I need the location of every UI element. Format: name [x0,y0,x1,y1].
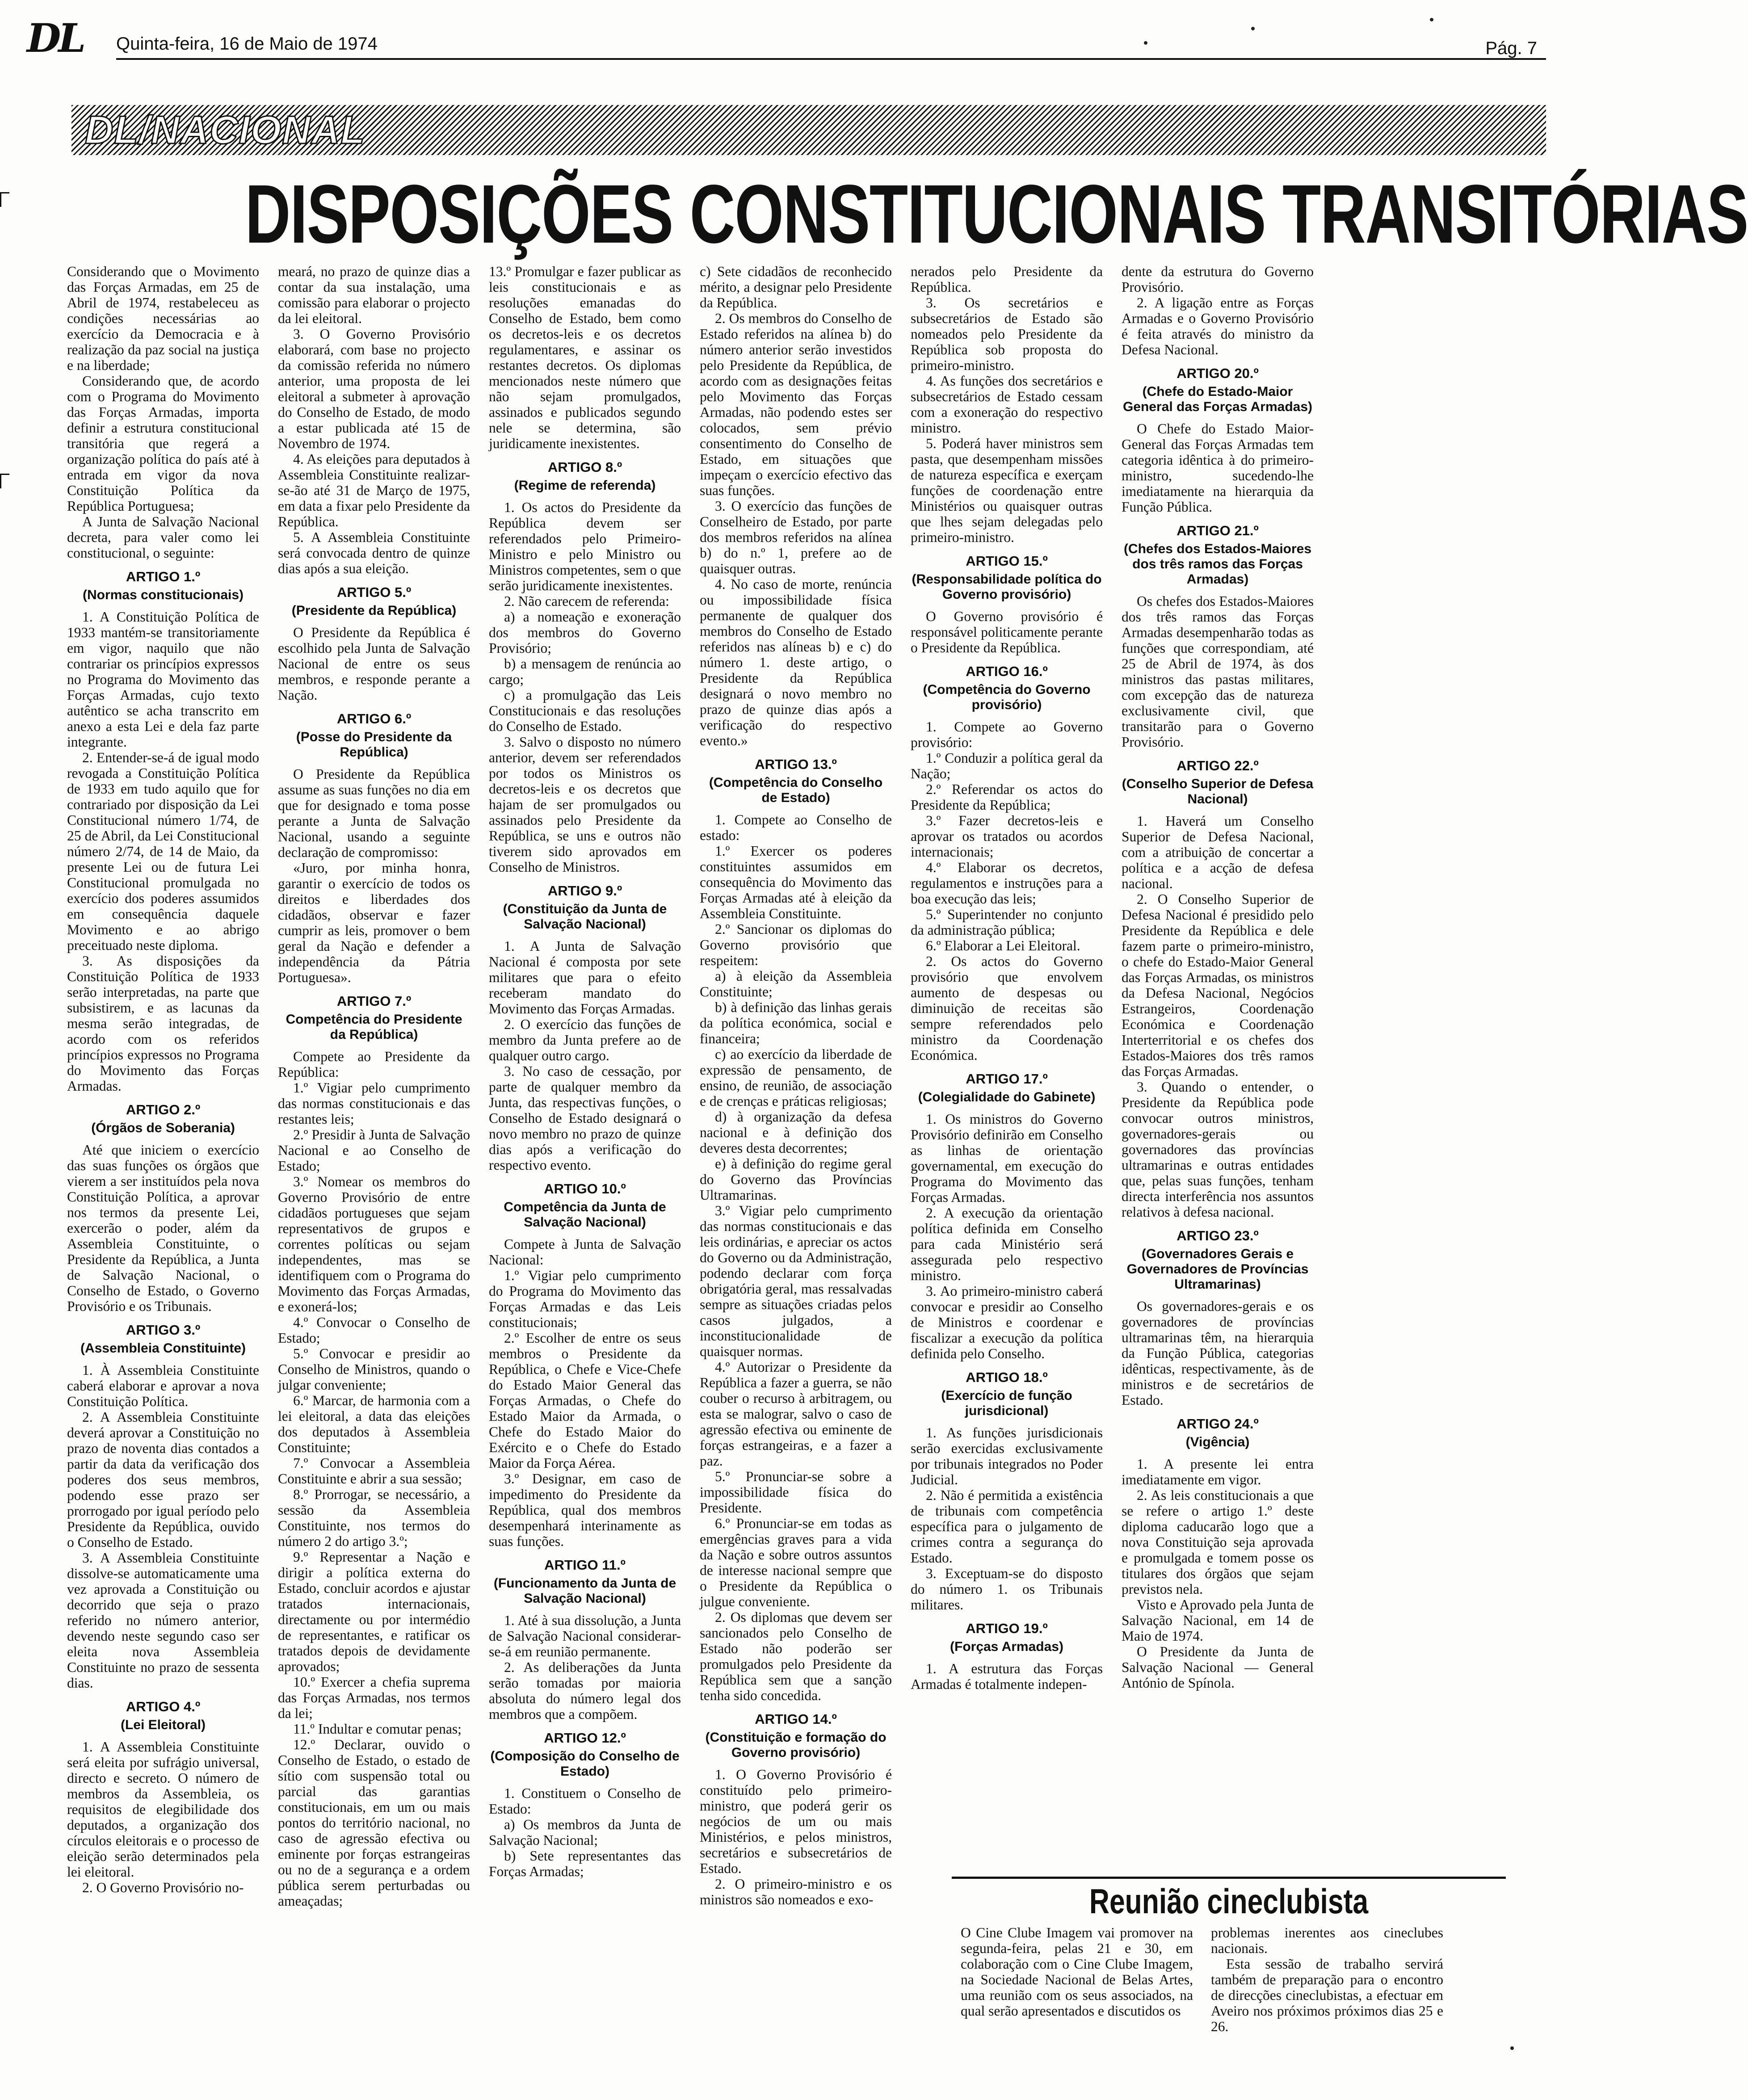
article-subheading: (Regime de referenda) [514,478,656,493]
paragraph: Os governadores-gerais e os governadores de províncias ultramarinas têm, na hierarquia da Função Pública, categorias idênticas, respectivamente, às de ministros e de secretários de Estado. [1122,1298,1314,1408]
brief-headline: Reunião cineclubista [1089,1882,1369,1921]
article-heading: ARTIGO 17.º [966,1071,1048,1087]
paragraph: 2. Os actos do Governo provisório que envolvem aumento de despesas ou diminuição de receitas são sempre referendados pelo ministro da Coordenação Económica. [911,953,1103,1063]
newspaper-logo: DL [27,15,84,61]
paragraph: 2. As deliberações da Junta serão tomadas por maioria absoluta do número legal dos membros que a compõem. [489,1659,681,1722]
paragraph: 3. A Assembleia Constituinte dissolve-se automaticamente uma vez aprovada a Constituição ou decorrido que seja o prazo referido no número anterior, devendo neste segundo caso ser eleita nova Assembleia Constituinte no prazo de sessenta dias. [67,1550,259,1691]
paragraph: 1. Até à sua dissolução, a Junta de Salvação Nacional considerar-se-á em reunião permanente. [489,1613,681,1659]
paragraph: 3.º Vigiar pelo cumprimento das normas constitucionais e das leis ordinárias, e apreciar os actos do Governo ou da Administração, podendo declarar com força obrigatória geral, mas ressalvadas sempre as situações criadas pelos casos julgados, a inconstitucionalidade de quaisquer normas. [700,1203,892,1359]
article-subheading: (Chefes dos Estados-Maiores dos três ramos das Forças Armadas) [1123,542,1312,587]
paragraph: c) a promulgação das Leis Constitucionais e das resoluções do Conselho de Estado. [489,687,681,734]
paragraph: 3. O exercício das funções de Conselheiro de Estado, por parte dos membros referidos na alínea b) do n.º 1, prefere ao de quaisquer outras. [700,498,892,576]
paragraph: 2. A execução da orientação política definida em Conselho para cada Ministério será assegurada pelo respectivo ministro. [911,1205,1103,1283]
paragraph: 2. O exercício das funções de membro da Junta prefere ao de qualquer outro cargo. [489,1016,681,1063]
brief-column-1 [961,1925,1193,2019]
paragraph: Considerando que, de acordo com o Programa do Movimento das Forças Armadas, importa definir a estrutura constitucional transitória que regerá a organização política do país até à entrada em vigor da nova Constituição Política da República Portuguesa; [67,373,259,514]
paragraph: 1.º Vigiar pelo cumprimento do Programa do Movimento das Forças Armadas e das Leis constitucionais; [489,1268,681,1330]
article-heading: ARTIGO 12.º [544,1730,626,1746]
paragraph: 3.º Fazer decretos-leis e aprovar os tratados ou acordos internacionais; [911,813,1103,860]
article-subheading: (Assembleia Constituinte) [80,1341,246,1356]
paragraph: 6.º Pronunciar-se em todas as emergências graves para a vida da Nação e sobre outros assuntos de interesse nacional sempre que o Presidente da República o julgue conveniente. [700,1516,892,1609]
paragraph: 12.º Declarar, ouvido o Conselho de Estado, o estado de sítio com suspensão total ou parcial das garantias constitucionais, em um ou mais pontos do território nacional, no caso de agressão efectiva ou eminente por forças estrangeiras ou no de a segurança e a ordem pública serem perturbadas ou ameaçadas; [278,1737,470,1909]
paragraph: 2. Os membros do Conselho de Estado referidos na alínea b) do número anterior serão investidos pelo Presidente da República, de acordo com as designações feitas pelo Movimento das Forças Armadas, não podendo estes ser colocados, sem prévio consentimento do Conselho de Estado, em situações que impeçam o exercício efectivo das suas funções. [700,311,892,498]
paragraph: O Chefe do Estado Maior-General das Forças Armadas tem categoria idêntica à do primeiro-ministro, sucedendo-lhe imediatamente na hierarquia da Função Pública. [1122,421,1314,515]
paragraph: 5.º Superintender no conjunto da administração pública; [911,907,1103,938]
paragraph: 2. Não é permitida a existência de tribunais com competência específica para o julgamento de crimes contra a segurança do Estado. [911,1487,1103,1566]
article-subheading: (Normas constitucionais) [82,588,244,602]
paragraph: 3. Quando o entender, o Presidente da República pode convocar outros ministros, governadores-gerais ou governadores das províncias ultramarinas e outras entidades que, pelas suas funções, tenham directa interferência nos assuntos relativos à defesa nacional. [1122,1079,1314,1220]
paragraph: 4.º Elaborar os decretos, regulamentos e instruções para a boa execução das leis; [911,860,1103,907]
article-subheading: (Responsabilidade política do Governo provisório) [912,572,1102,602]
brief-column-2 [1211,1925,1443,2034]
paragraph: Considerando que o Movimento das Forças Armadas, em 25 de Abril de 1974, restabeleceu as condições necessárias ao exercício da Democracia e à realização da paz social na justiça e na liberdade; [67,264,259,373]
paragraph: 4. No caso de morte, renúncia ou impossibilidade física permanente de qualquer dos membros do Conselho de Estado referidos nas alíneas b) e c) do número 1. deste artigo, o Presidente da República designará o novo membro no prazo de quinze dias após a verificação do respectivo evento.» [700,576,892,748]
paragraph: Compete à Junta de Salvação Nacional: [489,1236,681,1268]
article-heading: ARTIGO 10.º [544,1181,626,1197]
paragraph: 2. Não carecem de referenda: [504,593,669,609]
paragraph: 2.º Sancionar os diplomas do Governo provisório que respeitem: [700,921,892,968]
print-speck [1430,18,1433,21]
paragraph: a) a nomeação e exoneração dos membros do Governo Provisório; [489,609,681,656]
paragraph: O Governo provisório é responsável politicamente perante o Presidente da República. [911,609,1103,655]
article-subheading: (Forças Armadas) [950,1639,1063,1654]
article-heading: ARTIGO 1.º [126,569,201,584]
print-speck [1144,41,1147,45]
article-column-4 [700,264,892,1907]
article-subheading: (Composição do Conselho de Estado) [490,1749,680,1779]
paragraph: 2. A Assembleia Constituinte deverá aprovar a Constituição no prazo de noventa dias contados a partir da data da verificação dos poderes dos seus membros, podendo esse prazo ser prorrogado por igual período pelo Presidente da República, ouvido o Conselho de Estado. [67,1409,259,1550]
article-subheading: (Conselho Superior de Defesa Nacional) [1122,777,1314,806]
paragraph: 1. Os ministros do Governo Provisório definirão em Conselho as linhas de orientação governamental, em execução do Programa do Movimento das Forças Armadas. [911,1111,1103,1205]
paragraph: 7.º Convocar a Assembleia Constituinte e abrir a sua sessão; [278,1455,470,1487]
paragraph: Até que iniciem o exercício das suas funções os órgãos que vierem a ser instituídos pela nova Constituição Política, a aprovar nos termos da presente Lei, exercerão o poder, além da Assembleia Constituinte, o Presidente da República, a Junta de Salvação Nacional, o Conselho de Estado, o Governo Provisório e os Tribunais. [67,1142,259,1314]
paragraph: 6.º Marcar, de harmonia com a lei eleitoral, a data das eleições dos deputados à Assembleia Constituinte; [278,1393,470,1455]
paragraph: dente da estrutura do Governo Provisório. [1122,264,1314,295]
paragraph: 3. Ao primeiro-ministro caberá convocar e presidir ao Conselho de Ministros e coordenar e fiscalizar a execução da política definida pelo Conselho. [911,1283,1103,1361]
paragraph: 9.º Representar a Nação e dirigir a política externa do Estado, concluir acordos e ajustar tratados internacionais, directamente ou por intermédio de representantes, e ratificar os tratados depois de devidamente aprovados; [278,1549,470,1674]
article-subheading: (Lei Eleitoral) [120,1718,206,1732]
paragraph: 6.º Elaborar a Lei Eleitoral. [926,938,1080,953]
page-number: Pág. 7 [1485,38,1537,58]
print-speck [1510,2046,1514,2050]
article-column-3 [489,264,681,1879]
article-subheading: Competência da Junta de Salvação Nacional) [504,1200,666,1230]
article-subheading: Competência do Presidente da República) [286,1012,462,1042]
paragraph: 2. O Conselho Superior de Defesa Nacional é presidido pelo Presidente da República e dele fazem parte o primeiro-ministro, o chefe do Estado-Maior General das Forças Armadas, os ministros da Defesa Nacional, Negócios Estrangeiros, Coordenação Económica e Coordenação Interterritorial e os chefes dos Estados-Maiores dos três ramos das Forças Armadas. [1122,891,1314,1079]
paragraph: 2. O primeiro-ministro e os ministros são nomeados e exo- [700,1876,892,1907]
article-subheading: (Órgãos de Soberania) [91,1121,235,1135]
paragraph: c) ao exercício da liberdade de expressão de pensamento, de ensino, de reunião, de associação e de crenças e práticas religiosas; [700,1046,892,1109]
paragraph: 3. O Governo Provisório elaborará, com base no projecto da comissão referida no número anterior, uma proposta de lei eleitoral a submeter à aprovação do Conselho de Estado, de modo a estar publicada até 15 de Novembro de 1974. [278,326,470,451]
paragraph: 1. Compete ao Governo provisório: [911,719,1103,750]
paragraph: Os chefes dos Estados-Maiores dos três ramos das Forças Armadas desempenharão todas as funções que correspondiam, até 25 de Abril de 1974, às dos ministros das pastas militares, com excepção das de natureza exclusivamente civil, que transitarão para o Governo Provisório. [1122,593,1314,750]
margin-mark [0,192,9,207]
article-subheading: (Exercício de função jurisdicional) [941,1388,1072,1418]
paragraph: 5. A Assembleia Constituinte será convocada dentro de quinze dias após a sua eleição. [278,529,470,576]
paragraph: 1.º Conduzir a política geral da Nação; [911,750,1103,781]
article-heading: ARTIGO 24.º [1177,1416,1259,1432]
article-heading: ARTIGO 4.º [126,1699,201,1714]
paragraph: a) Os membros da Junta de Salvação Nacional; [489,1817,681,1848]
paragraph: Esta sessão de trabalho servirá também de preparação para o encontro de direcções cineclubistas, a efectuar em Aveiro nos próximos próximos dias 25 e 26. [1211,1956,1443,2034]
paragraph: e) à definição do regime geral do Governo das Províncias Ultramarinas. [700,1156,892,1203]
paragraph: Compete ao Presidente da República: [278,1049,470,1080]
article-subheading: (Governadores Gerais e Governadores de Províncias Ultramarinas) [1126,1247,1309,1292]
margin-mark [0,474,9,488]
page-header [27,13,1546,63]
article-heading: ARTIGO 22.º [1177,758,1259,773]
paragraph: O Cine Clube Imagem vai promover na segunda-feira, pelas 21 e 30, em colaboração com o Cine Clube Imagem, na Sociedade Nacional de Belas Artes, uma reunião com os seus associados, na qual serão apresentados e discutidos os [961,1925,1193,2019]
paragraph: 1. Haverá um Conselho Superior de Defesa Nacional, com a atribuição de concertar a política e a acção de defesa nacional. [1122,813,1314,891]
paragraph: 3. Salvo o disposto no número anterior, devem ser referendados por todos os Ministros os decretos-leis e os decretos que hajam de ser promulgados ou assinados pelo Presidente da República, se uns e outros não tiverem sido aprovados em Conselho de Ministros. [489,734,681,875]
print-speck [1251,27,1255,30]
paragraph: 5. Poderá haver ministros sem pasta, que desempenham missões de natureza específica e exerçam funções de coordenação entre Ministérios ou quaisquer outras que lhes sejam delegadas pelo primeiro-ministro. [911,436,1103,545]
paragraph: 1.º Vigiar pelo cumprimento das normas constitucionais e das restantes leis; [278,1080,470,1127]
article-heading: ARTIGO 8.º [547,459,622,475]
article-subheading: (Funcionamento da Junta de Salvação Nacional) [493,1576,677,1606]
paragraph: 3. As disposições da Constituição Política de 1933 serão interpretadas, na parte que subsistirem, e as lacunas da mesma serão integradas, de acordo com os referidos princípios expressos no Programa do Movimento das Forças Armadas. [67,953,259,1094]
article-column-1 [67,264,259,1895]
paragraph: «Juro, por minha honra, garantir o exercício de todos os direitos e liberdades dos cidadãos, observar e fazer cumprir as leis, promover o bem geral da Nação e defender a independência da Pátria Portuguesa». [278,860,470,985]
paragraph: 4.º Autorizar o Presidente da República a fazer a guerra, se não couber o recurso à arbitragem, ou esta se malograr, salvo o caso de agressão efectiva ou eminente de forças estrangeiras, e a fazer a paz. [700,1359,892,1469]
paragraph: 4.º Convocar o Conselho de Estado; [278,1315,470,1346]
paragraph: 1. Constituem o Conselho de Estado: [489,1785,681,1817]
paragraph: 11.º Indultar e comutar penas; [293,1721,462,1737]
paragraph: 1. A Junta de Salvação Nacional é composta por sete militares que para o efeito receberam mandato do Movimento das Forças Armadas. [489,938,681,1016]
article-heading: ARTIGO 9.º [547,883,622,899]
article-heading: ARTIGO 23.º [1177,1228,1259,1243]
paragraph: 3.º Nomear os membros do Governo Provisório de entre cidadãos portugueses que sejam representativos de grupos e correntes políticas ou sejam independentes, mas se identifiquem com o Programa do Movimento das Forças Armadas, e exonerá-los; [278,1174,470,1315]
article-heading: ARTIGO 15.º [966,553,1048,569]
issue-date: Quinta-feira, 16 de Maio de 1974 [116,34,378,54]
article-heading: ARTIGO 19.º [966,1621,1048,1636]
article-subheading: (Constituição da Junta de Salvação Nacional) [503,902,667,932]
paragraph: 3.º Designar, em caso de impedimento do Presidente da República, qual dos membros desempenhará interinamente as suas funções. [489,1471,681,1549]
paragraph: A Junta de Salvação Nacional decreta, para valer como lei constitucional, o seguinte: [67,514,259,561]
paragraph: 13.º Promulgar e fazer publicar as leis constitucionais e as resoluções emanadas do Conselho de Estado, bem como os decretos-leis e os decretos regulamentares, e assinar os restantes decretos. Os diplomas mencionados neste número que não sejam promulgados, assinados e publicados segundo nele se determina, são juridicamente inexistentes. [489,264,681,451]
paragraph: 1. A presente lei entra imediatamente em vigor. [1122,1456,1314,1487]
paragraph: 3. No caso de cessação, por parte de qualquer membro da Junta, das respectivas funções, o Conselho de Estado designará o novo membro no prazo de quinze dias após a verificação do respectivo evento. [489,1063,681,1173]
paragraph: d) à organização da defesa nacional e à definição dos deveres desta decorrentes; [700,1109,892,1156]
paragraph: 1. A Assembleia Constituinte será eleita por sufrágio universal, directo e secreto. O número de membros da Assembleia, os requisitos de elegibilidade dos deputados, a organização dos círculos eleitorais e o processo de eleição serão determinados pela lei eleitoral. [67,1739,259,1880]
article-column-2 [278,264,470,1909]
paragraph: b) Sete representantes das Forças Armadas; [489,1848,681,1879]
paragraph: meará, no prazo de quinze dias a contar da sua instalação, uma comissão para elaborar o projecto da lei eleitoral. [278,264,470,326]
header-rule [116,58,1546,60]
paragraph: 1. A Constituição Política de 1933 mantém-se transitoriamente em vigor, naquilo que não contrariar os princípios expressos no Programa do Movimento das Forças Armadas, cujo texto autêntico se acha transcrito em anexo a esta Lei e dela faz parte integrante. [67,609,259,750]
paragraph: c) Sete cidadãos de reconhecido mérito, a designar pelo Presidente da República. [700,264,892,311]
paragraph: 3. Exceptuam-se do disposto do número 1. os Tribunais militares. [911,1566,1103,1613]
paragraph: 5.º Pronunciar-se sobre a impossibilidade física do Presidente. [700,1469,892,1516]
article-subheading: (Presidente da República) [291,603,457,618]
paragraph: 2. A ligação entre as Forças Armadas e o Governo Provisório é feita através do ministro da Defesa Nacional. [1122,295,1314,357]
paragraph: O Presidente da Junta de Salvação Nacional — General António de Spínola. [1122,1644,1314,1691]
section-banner [71,105,1546,155]
paragraph: 5.º Convocar e presidir ao Conselho de Ministros, quando o julgar conveniente; [278,1346,470,1393]
article-subheading: (Chefe do Estado-Maior General das Forças Armadas) [1122,384,1313,414]
article-heading: ARTIGO 2.º [126,1102,201,1117]
paragraph: 1. As funções jurisdicionais serão exercidas exclusivamente por tribunais integrados no Poder Judicial. [911,1425,1103,1487]
paragraph: 4. As funções dos secretários e subsecretários de Estado cessam com a exoneração do respectivo ministro. [911,373,1103,436]
article-heading: ARTIGO 5.º [336,584,412,600]
article-column-6 [1122,264,1314,1691]
paragraph: 2. O Governo Provisório no- [82,1880,244,1895]
paragraph: O Presidente da República assume as suas funções no dia em que for designado e toma posse perante a Junta de Salvação Nacional, usando a seguinte declaração de compromisso: [278,766,470,860]
paragraph: 2.º Referendar os actos do Presidente da República; [911,781,1103,813]
paragraph: nerados pelo Presidente da República. [911,264,1103,295]
article-body [67,264,1551,2082]
paragraph: 2.º Presidir à Junta de Salvação Nacional e ao Conselho de Estado; [278,1127,470,1174]
article-heading: ARTIGO 11.º [544,1557,626,1573]
article-subheading: (Competência do Governo provisório) [923,682,1091,712]
article-column-5 [911,264,1103,1692]
paragraph: 1. À Assembleia Constituinte caberá elaborar e aprovar a nova Constituição Política. [67,1362,259,1409]
article-heading: ARTIGO 16.º [966,664,1048,679]
article-heading: ARTIGO 21.º [1177,523,1259,538]
paragraph: 2. Os diplomas que devem ser sancionados pelo Conselho de Estado não poderão ser promulgados pelo Presidente da República sem que a sanção tenha sido concedida. [700,1609,892,1703]
article-subheading: (Constituição e formação do Governo provisório) [705,1730,887,1760]
article-heading: ARTIGO 18.º [966,1369,1048,1385]
paragraph: 8.º Prorrogar, se necessário, a sessão da Assembleia Constituinte, nos termos do número 2 do artigo 3.º; [278,1487,470,1549]
article-heading: ARTIGO 14.º [755,1711,837,1727]
article-heading: ARTIGO 6.º [336,711,412,727]
paragraph: 4. As eleições para deputados à Assembleia Constituinte realizar-se-ão até 31 de Março de 1975, em data a fixar pelo Presidente da República. [278,451,470,529]
paragraph: a) à eleição da Assembleia Constituinte; [700,968,892,1000]
paragraph: 2.º Escolher de entre os seus membros o Presidente da República, o Chefe e Vice-Chefe do Estado Maior General das Forças Armadas, o Chefe do Estado Maior da Armada, o Chefe do Estado Maior do Exército e o Chefe do Estado Maior da Força Aérea. [489,1330,681,1471]
article-heading: ARTIGO 3.º [126,1322,201,1338]
brief-rule [952,1877,1506,1879]
paragraph: b) à definição das linhas gerais da política económica, social e financeira; [700,1000,892,1046]
paragraph: 1. Compete ao Conselho de estado: [700,812,892,843]
article-heading: ARTIGO 20.º [1177,365,1259,381]
paragraph: Visto e Aprovado pela Junta de Salvação Nacional, em 14 de Maio de 1974. [1122,1597,1314,1644]
article-subheading: (Colegialidade do Gabinete) [918,1090,1096,1105]
paragraph: 1. A estrutura das Forças Armadas é totalmente indepen- [911,1661,1103,1692]
news-brief [952,1877,1506,2073]
section-label: DL/NACIONAL [85,108,366,152]
paragraph: 1. Os actos do Presidente da República devem ser referendados pelo Primeiro-Ministro e pelo Ministro ou Ministros competentes, sem o que serão juridicamente inexistentes. [489,500,681,593]
paragraph: problemas inerentes aos cineclubes nacionais. [1211,1925,1443,1956]
article-subheading: (Posse do Presidente da República) [296,730,452,760]
paragraph: 1. O Governo Provisório é constituído pelo primeiro-ministro, que poderá gerir os negócios de um ou mais Ministérios, e pelos ministros, secretários e subsecretários de Estado. [700,1767,892,1876]
paragraph: 10.º Exercer a chefia suprema das Forças Armadas, nos termos da lei; [278,1674,470,1721]
paragraph: b) a mensagem de renúncia ao cargo; [489,656,681,687]
article-heading: ARTIGO 13.º [755,756,837,772]
paragraph: 3. Os secretários e subsecretários de Estado são nomeados pelo Presidente da República sob proposta do primeiro-ministro. [911,295,1103,373]
paragraph: 1.º Exercer os poderes constituintes assumidos em consequência do Movimento das Forças Armadas até à eleição da Assembleia Constituinte. [700,843,892,921]
paragraph: 2. As leis constitucionais a que se refere o artigo 1.º deste diploma caducarão logo que a nova Constituição seja aprovada e promulgada e tomem posse os titulares dos órgãos que sejam previstos nela. [1122,1487,1314,1597]
article-heading: ARTIGO 7.º [336,993,412,1009]
article-subheading: (Competência do Conselho de Estado) [709,775,883,805]
paragraph: 2. Entender-se-á de igual modo revogada a Constituição Política de 1933 em tudo aquilo que for contrariado por disposição da Lei Constitucional número 1/74, de 25 de Abril, da Lei Constitucional número 2/74, de 14 de Maio, da presente Lei ou de futura Lei Constitucional promulgada no exercício dos poderes assumidos em consequência daquele Movimento e ao abrigo preceituado neste diploma. [67,750,259,953]
paragraph: O Presidente da República é escolhido pela Junta de Salvação Nacional de entre os seus membros, e responde perante a Nação. [278,625,470,703]
article-subheading: (Vigência) [1185,1435,1250,1449]
article-headline: DISPOSIÇÕES CONSTITUCIONAIS TRANSITÓRIAS [245,168,1748,260]
